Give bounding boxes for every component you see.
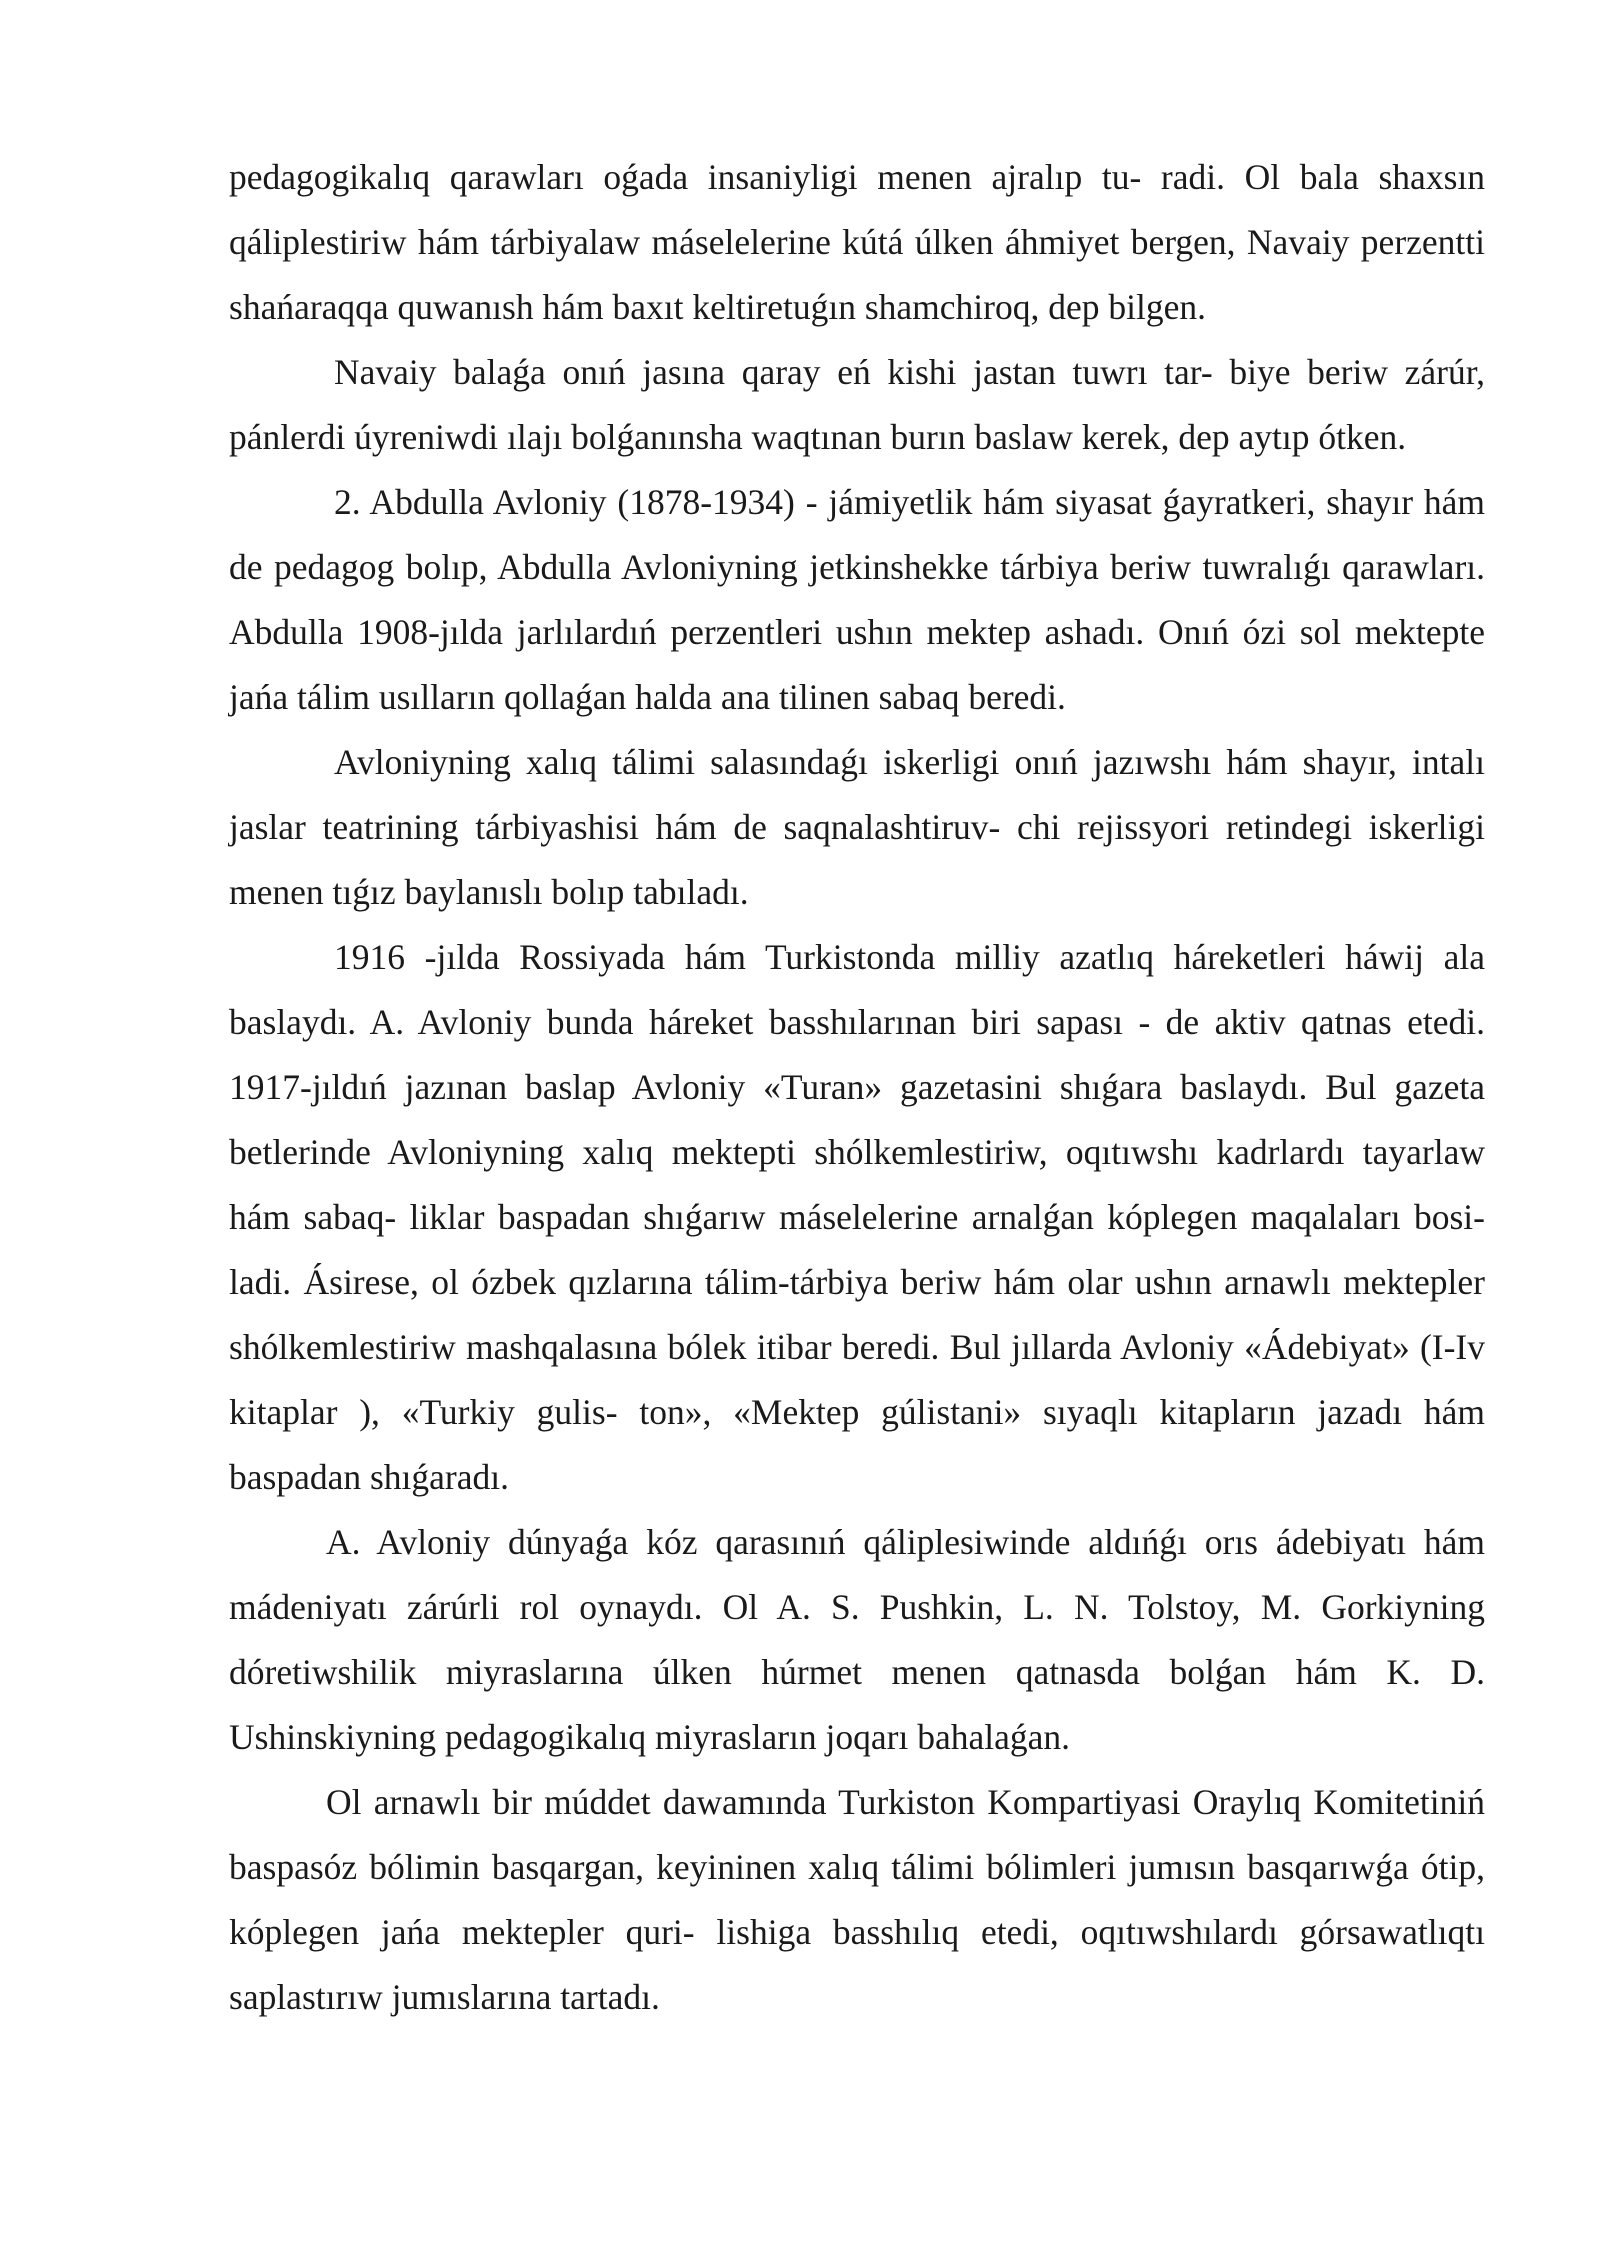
paragraph-4: Avloniyning xalıq tálimi salasındaǵı iskerligi onıń jazıwshı hám shayır, intalı jaslar teatrining tárbiyashisi hám de saqnalashtiruv- chi rejissyori retindegi iskerligi menen tıǵız baylanıslı bolıp tabıladı.	[229, 742, 1485, 912]
paragraph-7: Ol arnawlı bir múddet dawamında Turkiston Kompartiyasi Oraylıq Komitetiniń baspasóz bólimin basqargan, keyininen xalıq tálimi bólimleri jumısın basqarıwǵa ótip, kóplegen jańa mektepler quri- lishiga basshılıq etedi, oqıtıwshılardı górsawatlıqtı saplastırıw jumıslarına tartadı.	[229, 1782, 1485, 2017]
paragraph-6: A. Avloniy dúnyaǵa kóz qarasınıń qáliplesiwinde aldıńǵı orıs ádebiyatı hám mádeniyatı zárúrli rol oynaydı. Ol A. S. Pushkin, L. N. Tolstoy, M. Gorkiyning dóretiwshilik miyraslarına úlken húrmet menen qatnasda bolǵan hám K. D. Ushinskiyning pedagogikalıq miyrasların joqarı bahalaǵan.	[229, 1522, 1485, 1757]
document-page	[229, 145, 1485, 2030]
paragraph-5: 1916 -jılda Rossiyada hám Turkistonda milliy azatlıq háreketleri háwij ala baslaydı. A. Avloniy bunda háreket basshılarınan biri sapası - de aktiv qatnas etedi. 1917-jıldıń jazınan baslap Avloniy «Turan» gazetasini shıǵara baslaydı. Bul gazeta betlerinde Avloniyning xalıq mektepti shólkemlestiriw, oqıtıwshı kadrlardı tayarlaw hám sabaq- liklar baspadan shıǵarıw máselelerine arnalǵan kóplegen maqalaları bosi- ladi. Ásirese, ol ózbek qızlarına tálim-tárbiya beriw hám olar ushın arnawlı mektepler shólkemlestiriw mashqalasına bólek itibar beredi. Bul jıllarda Avloniy «Ádebiyat» (I-Iv kitaplar ), «Turkiy gulis- ton», «Mektep gúlistani» sıyaqlı kitapların jazadı hám baspadan shıǵaradı.	[229, 937, 1485, 1497]
paragraph-2: Navaiy balaǵa onıń jasına qaray eń kishi jastan tuwrı tar- biye beriw zárúr, pánlerdi úyreniwdi ılajı bolǵanınsha waqtınan burın baslaw kerek, dep aytıp ótken.	[229, 352, 1485, 457]
paragraph-3: 2. Abdulla Avloniy (1878-1934) - jámiyetlik hám siyasat ǵayratkeri, shayır hám de pedagog bolıp, Abdulla Avloniyning jetkinshekke tárbiya beriw tuwralıǵı qarawları. Abdulla 1908-jılda jarlılardıń perzentleri ushın mektep ashadı. Onıń ózi sol mektepte jańa tálim usılların qollaǵan halda ana tilinen sabaq beredi.	[229, 482, 1485, 717]
paragraph-1: pedagogikalıq qarawları oǵada insaniyligi menen ajralıp tu- radi. Ol bala shaxsın qáliplestiriw hám tárbiyalaw máselelerine kútá úlken áhmiyet bergen, Navaiy perzentti shańaraqqa quwanısh hám baxıt keltiretuǵın shamchiroq, dep bilgen.	[229, 157, 1485, 327]
